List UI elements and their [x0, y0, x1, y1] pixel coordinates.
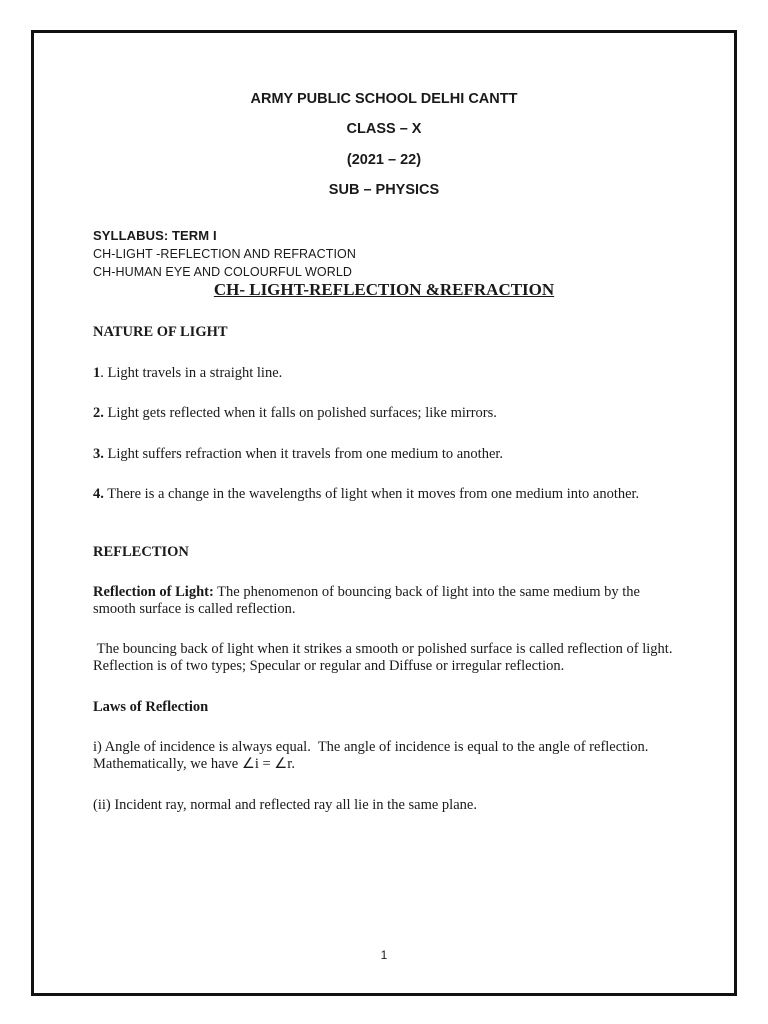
school-name: ARMY PUBLIC SCHOOL DELHI CANTT — [250, 91, 518, 107]
law-item: (ii) Incident ray, normal and reflected ray all lie in the same plane. — [93, 797, 477, 813]
nature-point — [93, 486, 673, 503]
class-label: CLASS – X — [346, 121, 422, 137]
point-number: 3. — [93, 446, 104, 462]
page-number: 1 — [380, 948, 388, 962]
syllabus-item: CH-LIGHT -REFLECTION AND REFRACTION — [93, 247, 357, 261]
laws-heading: Laws of Reflection — [93, 699, 209, 715]
page-border — [31, 30, 737, 996]
syllabus-item: CH-HUMAN EYE AND COLOURFUL WORLD — [93, 265, 353, 279]
nature-point — [93, 405, 673, 422]
point-text: Light suffers refraction when it travels from one medium to another. — [107, 446, 504, 462]
definition-text: The phenomenon of bouncing back of light into the same medium by the smooth surface is called reflection. — [93, 584, 640, 617]
subject-label: SUB – PHYSICS — [328, 182, 440, 198]
reflection-definition — [93, 584, 673, 618]
point-text: Light travels in a straight line. — [107, 365, 283, 381]
nature-point — [93, 365, 673, 382]
point-number: 2. — [93, 405, 104, 421]
point-text: Light gets reflected when it falls on polished surfaces; like mirrors. — [107, 405, 497, 421]
point-number: 4. — [93, 486, 104, 502]
nature-heading: NATURE OF LIGHT — [93, 324, 228, 340]
reflection-heading: REFLECTION — [93, 544, 189, 560]
definition-label: Reflection of Light: — [93, 584, 214, 600]
reflection-paragraph: The bouncing back of light when it strikes a smooth or polished surface is called reflection of light. Reflection is of two types; Specular or regular and Diffuse or irregular reflection. — [93, 641, 677, 674]
syllabus-title: SYLLABUS: TERM I — [93, 228, 217, 243]
session-label: (2021 – 22) — [346, 152, 422, 168]
chapter-title: CH- LIGHT-REFLECTION &REFRACTION — [213, 280, 555, 299]
point-separator: . — [100, 365, 108, 381]
point-text: There is a change in the wavelengths of light when it moves from one medium into another. — [107, 486, 640, 502]
law-item: i) Angle of incidence is always equal. The angle of incidence is equal to the angle of reflection. Mathematically, we have ∠i = ∠r. — [93, 739, 652, 772]
nature-point — [93, 446, 673, 463]
point-number: 1 — [93, 365, 101, 381]
